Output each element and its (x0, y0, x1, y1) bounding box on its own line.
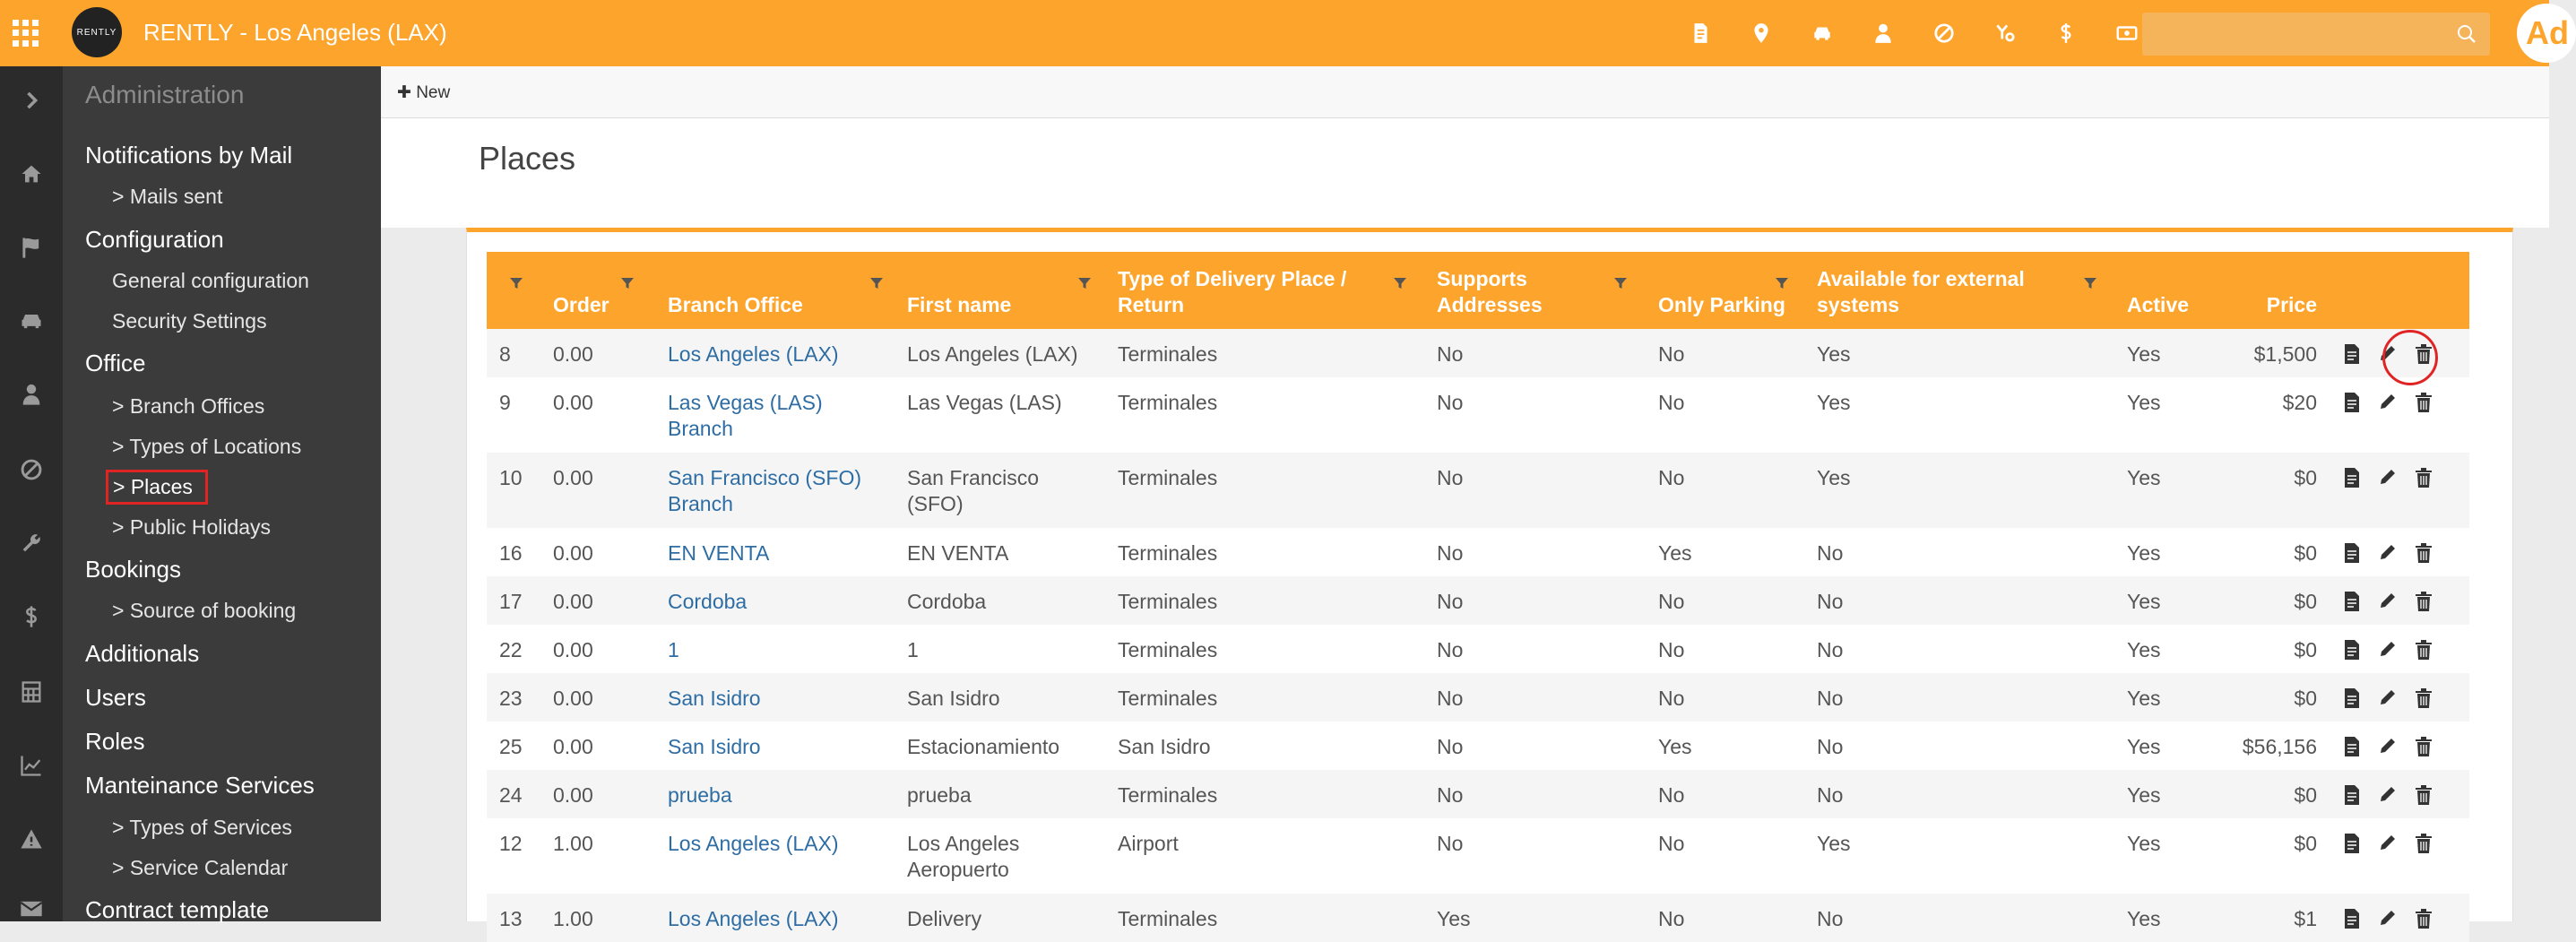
cell-order: 0.00 (553, 466, 593, 489)
cell-active: Yes (2127, 832, 2161, 855)
edit-pencil-icon[interactable] (2378, 833, 2398, 854)
delete-trash-icon[interactable] (2414, 833, 2433, 854)
cell-active: Yes (2127, 391, 2161, 414)
cell-only-parking: No (1658, 832, 1685, 855)
cell-price: $56,156 (2242, 735, 2317, 758)
cell-branch-office[interactable]: Los Angeles (LAX) (668, 342, 839, 366)
app-title: RENTLY - Los Angeles (LAX) (143, 19, 447, 46)
edit-pencil-icon[interactable] (2378, 591, 2398, 612)
wrench-icon[interactable] (9, 525, 54, 561)
cell-external-systems: Yes (1817, 391, 1851, 414)
column-header-only-parking[interactable]: Only Parking (1646, 252, 1804, 329)
column-header-actions (2330, 252, 2469, 329)
cell-supports-addresses: No (1437, 391, 1464, 414)
page-title: Places (479, 140, 576, 177)
cell-delivery-type: Terminales (1118, 342, 1218, 366)
view-document-icon[interactable] (2342, 833, 2362, 854)
cell-id: 12 (499, 832, 523, 855)
edit-pencil-icon[interactable] (2378, 736, 2398, 757)
cell-only-parking: No (1658, 590, 1685, 613)
sidebar-item-notifications-by-mail[interactable]: Notifications by Mail (85, 142, 293, 169)
warning-icon[interactable] (9, 821, 54, 857)
cell-active: Yes (2127, 541, 2161, 565)
column-header-supports-addresses[interactable]: Supports Addresses (1424, 252, 1646, 329)
cell-id: 23 (499, 687, 523, 710)
cell-active: Yes (2127, 783, 2161, 807)
cell-supports-addresses: No (1437, 687, 1464, 710)
sidebar-item-roles[interactable]: Roles (85, 728, 145, 755)
cell-order: 0.00 (553, 391, 593, 414)
edit-pencil-icon[interactable] (2378, 639, 2398, 661)
mail-icon[interactable] (9, 891, 54, 927)
places-table (487, 252, 2469, 942)
cell-external-systems: No (1817, 907, 1844, 930)
dollar-icon[interactable] (2051, 18, 2081, 48)
cell-branch-office[interactable]: Las Vegas (LAS) Branch (668, 391, 823, 440)
cell-only-parking: No (1658, 466, 1685, 489)
view-document-icon[interactable] (2342, 639, 2362, 661)
cell-supports-addresses: No (1437, 466, 1464, 489)
delete-trash-icon[interactable] (2414, 467, 2433, 488)
sidebar-item-mails-sent[interactable]: > Mails sent (112, 185, 223, 208)
cell-delivery-type: Airport (1118, 832, 1179, 855)
cell-price: $0 (2294, 832, 2317, 855)
cell-only-parking: No (1658, 342, 1685, 366)
cell-first-name: Delivery (907, 907, 982, 930)
document-icon[interactable] (1685, 18, 1716, 48)
view-document-icon[interactable] (2342, 687, 2362, 709)
column-header-external-systems[interactable]: Available for external systems (1804, 252, 2114, 329)
column-header-order[interactable]: Order (540, 252, 655, 329)
sidebar-item-types-of-services[interactable]: > Types of Services (112, 816, 292, 839)
edit-pencil-icon[interactable] (2378, 392, 2398, 413)
sidebar-item-configuration[interactable]: Configuration (85, 226, 224, 253)
cell-only-parking: No (1658, 783, 1685, 807)
cell-branch-office[interactable]: San Isidro (668, 735, 761, 758)
delete-trash-icon[interactable] (2414, 542, 2433, 564)
filter-icon[interactable] (870, 270, 883, 282)
chart-icon[interactable] (9, 748, 54, 783)
row-actions (2330, 722, 2469, 770)
block-icon[interactable] (9, 452, 54, 488)
cell-delivery-type: San Isidro (1118, 735, 1211, 758)
cell-supports-addresses: No (1437, 832, 1464, 855)
cell-only-parking: No (1658, 907, 1685, 930)
delete-trash-icon[interactable] (2414, 392, 2433, 413)
filter-icon[interactable] (2084, 270, 2096, 282)
cell-id: 25 (499, 735, 523, 758)
cell-active: Yes (2127, 638, 2161, 661)
dollar-icon[interactable] (9, 599, 54, 635)
cell-active: Yes (2127, 466, 2161, 489)
row-actions (2330, 673, 2469, 722)
view-document-icon[interactable] (2342, 736, 2362, 757)
cell-price: $1,500 (2253, 342, 2317, 366)
calculator-icon[interactable] (9, 674, 54, 710)
view-document-icon[interactable] (2342, 343, 2362, 365)
cell-id: 24 (499, 783, 523, 807)
cell-external-systems: No (1817, 541, 1844, 565)
cell-branch-office[interactable]: San Francisco (SFO) Branch (668, 466, 861, 515)
cell-only-parking: No (1658, 638, 1685, 661)
cell-only-parking: No (1658, 687, 1685, 710)
home-icon[interactable] (9, 156, 54, 192)
cell-price: $0 (2294, 541, 2317, 565)
view-document-icon[interactable] (2342, 784, 2362, 806)
page-header (381, 118, 2549, 228)
cell-id: 16 (499, 541, 523, 565)
table-row[interactable] (487, 673, 2469, 722)
cell-order: 0.00 (553, 735, 593, 758)
cell-active: Yes (2127, 735, 2161, 758)
cell-only-parking: Yes (1658, 735, 1692, 758)
row-actions (2330, 770, 2469, 818)
filter-icon[interactable] (1776, 270, 1788, 282)
edit-highlight-circle (2382, 330, 2438, 385)
row-actions (2330, 377, 2469, 453)
sidebar-item-contract-template[interactable]: Contract template (85, 896, 270, 923)
cell-order: 0.00 (553, 541, 593, 565)
cell-external-systems: No (1817, 687, 1844, 710)
sidebar-item-public-holidays[interactable]: > Public Holidays (112, 515, 272, 539)
cell-first-name: prueba (907, 783, 972, 807)
cell-order: 0.00 (553, 783, 593, 807)
cell-id: 9 (499, 391, 511, 414)
cash-icon[interactable] (2112, 18, 2142, 48)
row-actions (2330, 453, 2469, 528)
table-row[interactable] (487, 528, 2469, 576)
apps-grid-icon[interactable] (13, 20, 39, 47)
delete-trash-icon[interactable] (2414, 736, 2433, 757)
cell-order: 0.00 (553, 687, 593, 710)
delete-trash-icon[interactable] (2414, 784, 2433, 806)
search-input[interactable] (2142, 13, 2490, 56)
sidebar-item-manteinance-services[interactable]: Manteinance Services (85, 772, 315, 799)
cell-external-systems: Yes (1817, 832, 1851, 855)
cell-supports-addresses: Yes (1437, 907, 1471, 930)
filter-icon[interactable] (1394, 270, 1406, 282)
sidebar-heading: Administration (85, 81, 245, 108)
cell-branch-office[interactable]: 1 (668, 638, 679, 661)
cell-external-systems: No (1817, 638, 1844, 661)
column-header-branch-office[interactable]: Branch Office (655, 252, 895, 329)
cell-external-systems: Yes (1817, 342, 1851, 366)
sidebar-item-service-calendar[interactable]: > Service Calendar (112, 856, 289, 879)
block-icon[interactable] (1929, 18, 1959, 48)
edit-pencil-icon[interactable] (2378, 687, 2398, 709)
cell-supports-addresses: No (1437, 342, 1464, 366)
row-actions (2330, 894, 2469, 942)
cell-branch-office[interactable]: Cordoba (668, 590, 748, 613)
cell-branch-office[interactable]: Los Angeles (LAX) (668, 907, 839, 930)
column-header-id[interactable] (487, 252, 540, 329)
cell-active: Yes (2127, 907, 2161, 930)
cell-delivery-type: Terminales (1118, 638, 1218, 661)
cell-price: $0 (2294, 783, 2317, 807)
delete-trash-icon[interactable] (2414, 908, 2433, 929)
cell-delivery-type: Terminales (1118, 541, 1218, 565)
table-row[interactable] (487, 453, 2469, 528)
table-row[interactable] (487, 329, 2469, 377)
table-row[interactable] (487, 377, 2469, 453)
search-icon[interactable] (2456, 23, 2477, 45)
key-icon[interactable] (1990, 18, 2020, 48)
cell-supports-addresses: No (1437, 541, 1464, 565)
cell-id: 17 (499, 590, 523, 613)
table-row[interactable] (487, 770, 2469, 818)
cell-order: 0.00 (553, 342, 593, 366)
cell-active: Yes (2127, 342, 2161, 366)
table-row[interactable] (487, 625, 2469, 673)
cell-first-name: Los Angeles (LAX) (907, 342, 1078, 366)
cell-price: $0 (2294, 466, 2317, 489)
cell-order: 1.00 (553, 832, 593, 855)
top-nav-icons (1685, 18, 2173, 48)
cell-branch-office[interactable]: Los Angeles (LAX) (668, 832, 839, 855)
view-document-icon[interactable] (2342, 467, 2362, 488)
plus-icon: ✚ (397, 83, 417, 102)
main-content (381, 66, 2549, 930)
cell-supports-addresses: No (1437, 590, 1464, 613)
cell-delivery-type: Terminales (1118, 466, 1218, 489)
cell-id: 13 (499, 907, 523, 930)
delete-trash-icon[interactable] (2414, 639, 2433, 661)
cell-first-name: EN VENTA (907, 541, 1009, 565)
admin-sidebar (63, 66, 381, 921)
cell-branch-office[interactable]: EN VENTA (668, 541, 770, 565)
places-panel (466, 228, 2513, 930)
cell-price: $1 (2294, 907, 2317, 930)
row-actions (2330, 528, 2469, 576)
cell-first-name: 1 (907, 638, 919, 661)
cell-order: 1.00 (553, 907, 593, 930)
cell-only-parking: Yes (1658, 541, 1692, 565)
cell-active: Yes (2127, 687, 2161, 710)
edit-pencil-icon[interactable] (2378, 467, 2398, 488)
sidebar-item-general-configuration[interactable]: General configuration (112, 269, 309, 292)
cell-only-parking: No (1658, 391, 1685, 414)
user-icon[interactable] (9, 376, 54, 412)
edit-pencil-icon[interactable] (2378, 784, 2398, 806)
cell-active: Yes (2127, 590, 2161, 613)
cell-delivery-type: Terminales (1118, 907, 1218, 930)
row-actions (2330, 625, 2469, 673)
sidebar-item-office[interactable]: Office (85, 350, 146, 376)
cell-order: 0.00 (553, 638, 593, 661)
delete-trash-icon[interactable] (2414, 687, 2433, 709)
cell-price: $0 (2294, 590, 2317, 613)
sidebar-item-security-settings[interactable]: Security Settings (112, 309, 267, 333)
view-document-icon[interactable] (2342, 908, 2362, 929)
view-document-icon[interactable] (2342, 591, 2362, 612)
cell-first-name: Las Vegas (LAS) (907, 391, 1062, 414)
column-header-active[interactable]: Active (2114, 252, 2229, 329)
cell-external-systems: Yes (1817, 466, 1851, 489)
cell-branch-office[interactable]: San Isidro (668, 687, 761, 710)
sidebar-item-branch-offices[interactable]: > Branch Offices (112, 394, 265, 418)
view-document-icon[interactable] (2342, 542, 2362, 564)
cell-delivery-type: Terminales (1118, 687, 1218, 710)
flag-icon[interactable] (9, 229, 54, 265)
sidebar-item-types-of-locations[interactable]: > Types of Locations (112, 435, 302, 458)
row-actions (2330, 818, 2469, 894)
cell-price: $0 (2294, 638, 2317, 661)
avatar[interactable]: Ad (2517, 4, 2576, 63)
cell-external-systems: No (1817, 590, 1844, 613)
location-pin-icon[interactable] (1746, 18, 1776, 48)
cell-first-name: Los Angeles Aeropuerto (907, 832, 1020, 881)
column-header-delivery-type[interactable]: Type of Delivery Place / Return (1105, 252, 1424, 329)
column-header-price[interactable]: Price (2229, 252, 2330, 329)
cell-branch-office[interactable]: prueba (668, 783, 732, 807)
sidebar-item-additionals[interactable]: Additionals (85, 640, 200, 667)
car-icon[interactable] (1807, 18, 1837, 48)
table-row[interactable] (487, 818, 2469, 894)
cell-price: $0 (2294, 687, 2317, 710)
cell-first-name: San Francisco (SFO) (907, 466, 1040, 515)
cell-delivery-type: Terminales (1118, 783, 1218, 807)
cell-first-name: Estacionamiento (907, 735, 1060, 758)
table-row[interactable] (487, 576, 2469, 625)
filter-icon[interactable] (621, 270, 634, 282)
sidebar-item-bookings[interactable]: Bookings (85, 556, 181, 583)
cell-external-systems: No (1817, 735, 1844, 758)
cell-price: $20 (2282, 391, 2317, 414)
filter-icon[interactable] (1614, 270, 1627, 282)
table-row[interactable] (487, 894, 2469, 942)
top-bar (0, 0, 2569, 66)
cell-delivery-type: Terminales (1118, 590, 1218, 613)
cell-supports-addresses: No (1437, 638, 1464, 661)
cell-delivery-type: Terminales (1118, 391, 1218, 414)
cell-supports-addresses: No (1437, 735, 1464, 758)
cell-external-systems: No (1817, 783, 1844, 807)
app-logo[interactable]: RENTLY (72, 7, 122, 57)
column-header-first-name[interactable]: First name (895, 252, 1105, 329)
action-bar (381, 66, 2549, 118)
cell-id: 22 (499, 638, 523, 661)
edit-pencil-icon[interactable] (2378, 908, 2398, 929)
user-icon[interactable] (1868, 18, 1898, 48)
row-actions (2330, 576, 2469, 625)
cell-id: 8 (499, 342, 511, 366)
table-header-row (487, 252, 2469, 329)
sidebar-item-source-of-booking[interactable]: > Source of booking (112, 599, 297, 622)
cell-id: 10 (499, 466, 523, 489)
view-document-icon[interactable] (2342, 392, 2362, 413)
edit-pencil-icon[interactable] (2378, 542, 2398, 564)
new-button[interactable] (397, 82, 450, 103)
car-icon[interactable] (9, 303, 54, 339)
delete-trash-icon[interactable] (2414, 591, 2433, 612)
table-row[interactable] (487, 722, 2469, 770)
filter-icon[interactable] (1078, 270, 1091, 282)
new-button-label: New (416, 83, 451, 102)
cell-order: 0.00 (553, 590, 593, 613)
cell-first-name: Cordoba (907, 590, 987, 613)
icon-rail (0, 66, 63, 921)
cell-first-name: San Isidro (907, 687, 1000, 710)
filter-icon[interactable] (510, 270, 523, 282)
chevron-right-icon[interactable] (9, 82, 54, 118)
cell-supports-addresses: No (1437, 783, 1464, 807)
sidebar-item-places[interactable]: > Places (106, 470, 208, 505)
sidebar-item-users[interactable]: Users (85, 684, 146, 711)
